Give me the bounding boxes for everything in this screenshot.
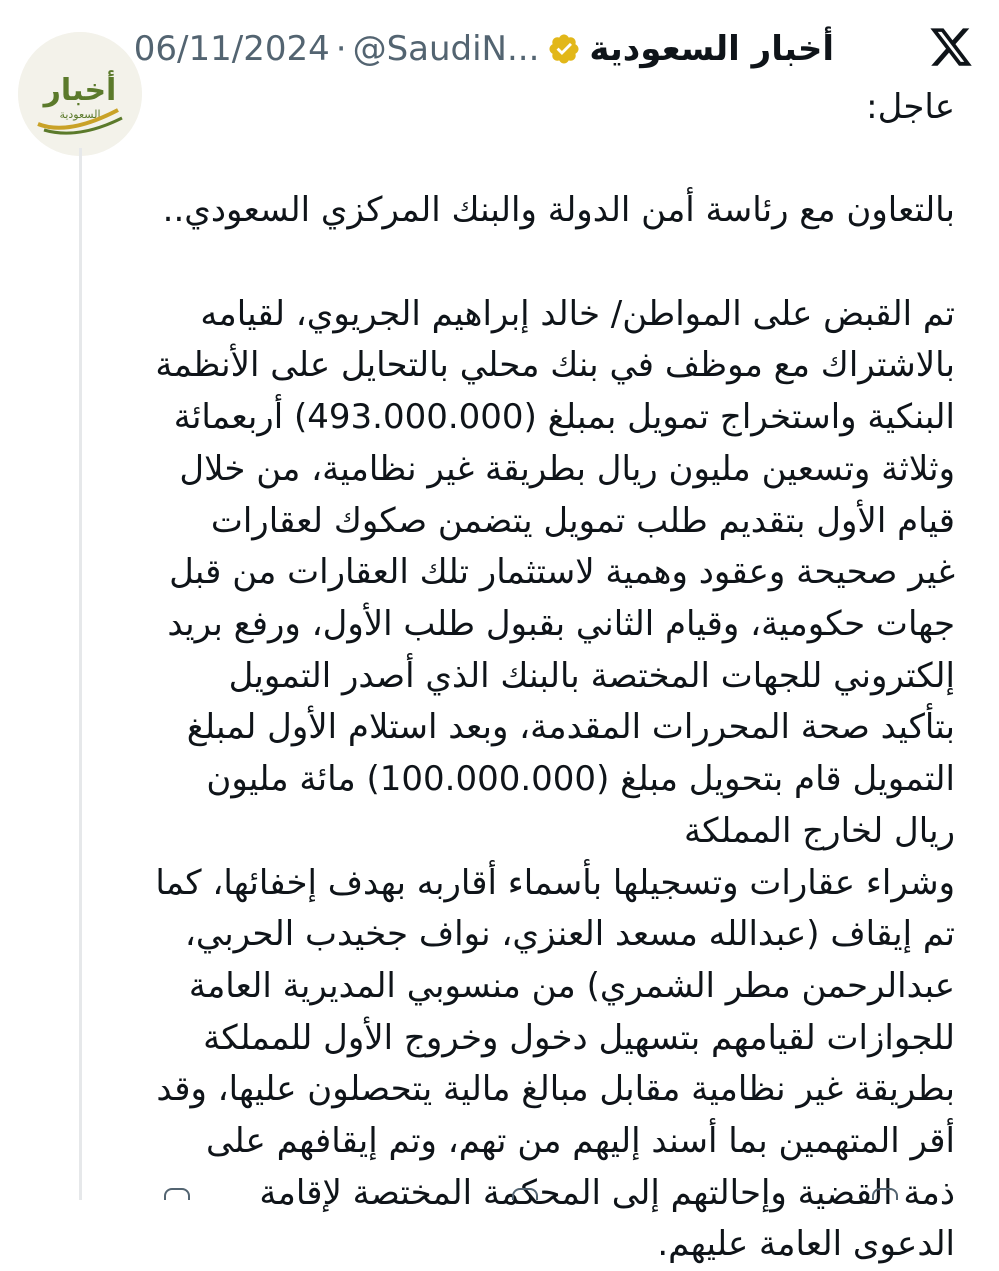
tweet-paragraph: عاجل: — [866, 87, 955, 127]
akhbar-alsaudia-logo-icon — [18, 32, 142, 156]
tweet-paragraph: بالتعاون مع رئاسة أمن الدولة والبنك المركزي السعودي.. — [162, 190, 955, 231]
like-icon[interactable] — [872, 1188, 898, 1200]
x-logo-icon[interactable] — [928, 24, 974, 70]
paragraph-gap — [155, 237, 955, 289]
tweet-actions — [0, 1188, 999, 1200]
header-separator: · — [335, 29, 347, 69]
tweet-text — [144, 82, 955, 1271]
reply-icon[interactable] — [164, 1188, 190, 1200]
repost-icon[interactable] — [512, 1188, 538, 1200]
tweet-header — [134, 26, 834, 72]
avatar-main-text: أخبار — [43, 73, 117, 108]
author-display-name[interactable]: أخبار السعودية — [589, 29, 834, 69]
avatar[interactable] — [18, 32, 142, 156]
tweet-paragraph: وشراء عقارات وتسجيلها بأسماء أقاربه بهدف إخفائها، كما تم إيقاف (عبدالله مسعد العنزي، نواف جخيدب الحربي، عبدالرحمن مطر الشمري) من منسوبي المديرية العامة للجوازات لقيامهم بتسهيل دخول وخروج الأول للمملكة بطريقة غير نظامية مقابل مبالغ مالية يتحصلون عليها، وقد أقر المتهمين بما أسند إليهم من تهم، وتم إيقافهم على ذمة القضية وإحالتهم إلى المحكمة المختصة لإقامة الدعوى العامة عليهم. — [144, 862, 955, 1265]
tweet-date[interactable]: 06/11/2024 — [133, 29, 330, 69]
avatar-sub-text: السعودية — [59, 108, 101, 121]
thread-line — [79, 148, 82, 1200]
tweet-paragraph: تم القبض على المواطن/ خالد إبراهيم الجريوي، لقيامه بالاشتراك مع موظف في بنك محلي بالتحايل على الأنظمة البنكية واستخراج تمويل بمبلغ (493.000.000) أربعمائة وثلاثة وتسعين مليون ريال بطريقة غير نظامية، من خلال قيام الأول بتقديم طلب تمويل يتضمن صكوك لعقارات غير صحيحة وعقود وهمية لاستثمار تلك العقارات من قبل جهات حكومية، وقيام الثاني بقبول طلب الأول، ورفع بريد إلكتروني للجهات المختصة بالبنك الذي أصدر التمويل بتأكيد صحة المحررات المقدمة، وبعد استلام الأول لمبلغ التمويل قام بتحويل مبلغ (100.000.000) مائة مليون ريال لخارج المملكة — [144, 293, 955, 851]
verified-badge-icon — [547, 32, 581, 66]
paragraph-gap — [155, 134, 955, 186]
author-handle[interactable]: @SaudiN... — [352, 29, 540, 69]
